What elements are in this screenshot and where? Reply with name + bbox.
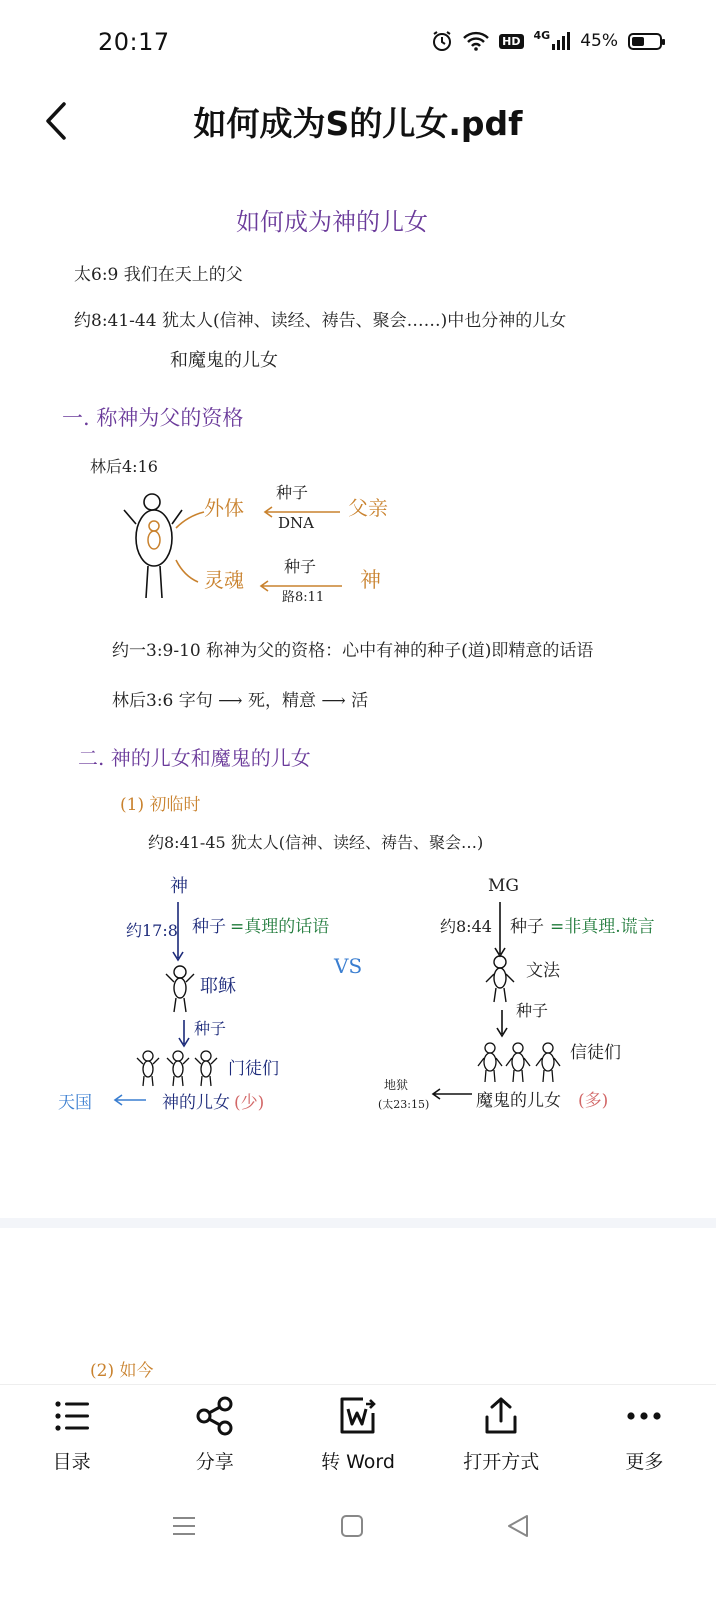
label-mg: MG	[488, 876, 519, 896]
status-time: 20:17	[98, 28, 170, 56]
share-icon	[194, 1395, 236, 1437]
pdf-page	[0, 158, 716, 1218]
label-seed: 种子	[516, 1001, 549, 1020]
label-vs: VS	[334, 954, 363, 978]
page-gap	[0, 1218, 716, 1228]
doc-line: 林后3:6 字句 ⟶ 死，精意 ⟶ 活	[112, 691, 369, 711]
section-heading: 一. 称神为父的资格	[62, 406, 244, 430]
doc-title: 如何成为神的儿女	[236, 208, 428, 236]
share-button[interactable]	[143, 1385, 286, 1491]
battery-percent: 45%	[580, 31, 618, 51]
convert-word-label: 转 Word	[321, 1451, 395, 1473]
label-wenfa: 文法	[526, 961, 560, 981]
label-disciples: 门徒们	[228, 1059, 279, 1079]
label-many: (多)	[578, 1091, 609, 1111]
label-ref: (太23:15)	[378, 1098, 430, 1111]
more-button[interactable]	[573, 1385, 716, 1491]
label-god: 神	[360, 568, 381, 592]
system-nav-bar	[0, 1490, 716, 1600]
label-spirit: 灵魂	[204, 568, 244, 592]
doc-line: 太6:9 我们在天上的父	[74, 265, 243, 285]
status-bar	[0, 0, 716, 88]
label-untruth: =非真理.谎言	[550, 917, 655, 937]
label-heaven: 天国	[58, 1093, 92, 1113]
label-jesus: 耶稣	[200, 976, 236, 997]
label-seed: 种子	[510, 917, 544, 937]
status-icons	[431, 30, 662, 52]
section-heading: 二. 神的儿女和魔鬼的儿女	[78, 746, 311, 770]
network-type: 4G	[533, 28, 551, 42]
left-lineage-diagram	[110, 896, 310, 1110]
document-title: 如何成为S的儿女.pdf	[193, 104, 523, 143]
sub-heading: (1) 初临时	[120, 795, 201, 815]
battery-icon	[628, 33, 662, 50]
upload-icon	[480, 1395, 522, 1437]
label-children-god: 神的儿女	[162, 1093, 230, 1113]
toc-button[interactable]	[0, 1385, 143, 1491]
open-with-button[interactable]	[430, 1385, 573, 1491]
label-seed: 种子	[284, 557, 317, 576]
label-ref: 路8:11	[282, 590, 325, 605]
toc-label: 目录	[52, 1451, 91, 1473]
back-nav-icon[interactable]	[504, 1512, 532, 1540]
doc-line: 约一3:9-10 称神为父的资格：心中有神的种子(道)即精意的话语	[112, 641, 594, 661]
home-nav-icon[interactable]	[338, 1512, 366, 1540]
label-truth: =真理的话语	[230, 917, 330, 937]
wifi-icon	[463, 31, 489, 51]
label-ref: 约17:8	[126, 921, 178, 940]
app-header	[0, 88, 716, 159]
pdf-page-2	[0, 1228, 716, 1386]
more-icon	[623, 1395, 665, 1437]
signal-icon	[552, 32, 570, 50]
sub-heading: (2) 如今	[90, 1361, 154, 1381]
alarm-icon	[431, 30, 453, 52]
label-seed: 种子	[192, 917, 226, 937]
label-seed: 种子	[276, 483, 309, 502]
label-body: 外体	[204, 496, 244, 520]
label-hell: 地狱	[384, 1078, 409, 1092]
open-with-label: 打开方式	[463, 1451, 540, 1473]
label-dna: DNA	[278, 514, 314, 532]
menu-nav-icon[interactable]	[170, 1512, 198, 1540]
word-convert-icon	[337, 1395, 379, 1437]
label-god: 神	[170, 876, 188, 897]
doc-line: 约8:41-44 犹太人(信神、读经、祷告、聚会……)中也分神的儿女	[74, 311, 567, 331]
share-label: 分享	[195, 1451, 234, 1473]
doc-line: 约8:41-45 犹太人(信神、读经、祷告、聚会…)	[148, 833, 484, 852]
label-believers: 信徒们	[570, 1043, 621, 1063]
label-seed: 种子	[194, 1019, 227, 1038]
label-children-devil: 魔鬼的儿女	[476, 1091, 561, 1111]
convert-word-button[interactable]	[286, 1385, 429, 1491]
doc-ref: 林后4:16	[90, 457, 158, 476]
label-father: 父亲	[348, 496, 388, 520]
battery-level	[632, 37, 644, 46]
label-ref: 约8:44	[440, 917, 492, 936]
list-icon	[51, 1395, 93, 1437]
doc-line: 和魔鬼的儿女	[170, 350, 278, 371]
label-few: (少)	[234, 1093, 265, 1113]
bottom-toolbar	[0, 1384, 716, 1491]
right-lineage-diagram	[420, 898, 600, 1108]
hd-badge: HD	[499, 34, 523, 49]
more-label: 更多	[625, 1451, 664, 1473]
